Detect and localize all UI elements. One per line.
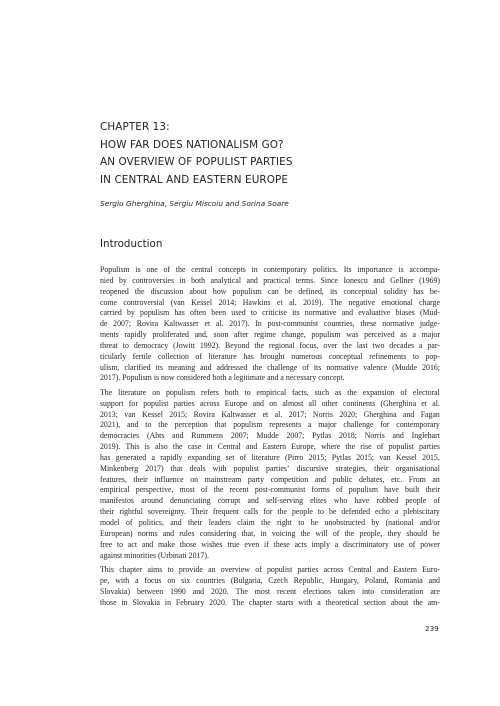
text-line: carried by populism has often been used to criticise its normative and evaluative biases (Mud-: [100, 308, 440, 318]
text-line: ticularly fertile collection of literature has brought numerous conceptual refinements to pop-: [100, 351, 440, 361]
text-line: 2019). This is also the case in Central and Eastern Europe, where the rise of populist parties: [100, 442, 440, 452]
text-line: This chapter aims to provide an overview of populist parties across Central and Eastern Euro-: [100, 564, 440, 574]
paragraph: [100, 388, 440, 562]
text-line: their rightful sovereignty. Their frequent calls for the people to be defended echo a plebiscitary: [100, 507, 440, 517]
text-line: Slovakia) between 1990 and 2020. The most recent elections taken into consideration are: [100, 586, 440, 596]
text-line: those in Slovakia in February 2020. The chapter starts with a theoretical section about the am-: [100, 597, 440, 607]
text-line: against minorities (Urbinati 2017).: [100, 550, 209, 560]
text-line: European) norms and rules considering that, in voicing the will of the people, they should be: [100, 528, 440, 538]
text-line: empirical perspective, most of the recent post-communist forms of populism have built their: [100, 485, 440, 495]
text-line: 2021), and to the perception that populism represents a major challenge for contemporary: [100, 420, 440, 430]
text-line: ments rapidly proliferated and, soon after regime change, populism was perceived as a major: [100, 330, 440, 340]
paragraph: [100, 265, 440, 384]
text-line: Populism is one of the central concepts in contemporary politics. Its importance is accompa-: [100, 265, 440, 274]
body-text: [100, 265, 440, 612]
text-line: model of politics, and their leaders claim the right to be unobstructed by (national and/or: [100, 518, 440, 527]
section-heading: Introduction: [100, 238, 163, 250]
text-line: manifestos around denunciating corrupt and self-serving elites who have robbed people of: [100, 496, 440, 506]
text-line: Minkenberg 2017) that deals with populist parties’ discursive strategies, their organisational: [100, 463, 440, 473]
text-line: pe, with a focus on six countries (Bulgaria, Czech Republic, Hungary, Poland, Romania and: [100, 575, 440, 585]
paragraph: [100, 565, 440, 608]
chapter-heading-line: IN CENTRAL AND EASTERN EUROPE: [100, 174, 289, 187]
text-line: ulism, clarified its meaning and addressed the challenge of its normative valence (Mudde 2016;: [100, 362, 440, 372]
text-line: de 2007; Rovira Kaltwasser et al. 2017). In post-communist countries, these normative judge-: [100, 319, 440, 329]
page-number: 239: [425, 624, 439, 633]
text-line: 2017). Populism is now considered both a legitimate and a necessary concept.: [100, 373, 345, 383]
chapter-heading-line: HOW FAR DOES NATIONALISM GO?: [100, 138, 284, 151]
chapter-authors: Sergiu Gherghina, Sergiu Miscoiu and Sorina Soare: [100, 199, 289, 208]
text-line: come controversial (van Kessel 2014; Hawkins et al. 2019). The negative emotional charge: [100, 297, 440, 307]
text-line: The literature on populism refers both to empirical facts, such as the expansion of electoral: [100, 387, 440, 397]
text-line: has generated a rapidly expanding set of literature (Pirro 2015; Pytlas 2015; van Kessel 2015,: [100, 452, 440, 462]
text-line: support for populist parties across Europe and on almost all other continents (Gherghina et al.: [100, 398, 440, 408]
text-line: nied by controversies in both analytical and practical terms. Since Ionescu and Gellner (1969): [100, 275, 440, 285]
chapter-heading-line: AN OVERVIEW OF POPULIST PARTIES: [100, 156, 293, 169]
text-line: democracies (Abts and Rummens 2007; Mudde 2007; Pytlas 2018; Norris and Inglehart: [100, 431, 440, 441]
text-line: features, their influence on mainstream party competition and public debates, etc. From an: [100, 474, 440, 484]
chapter-heading-line: CHAPTER 13:: [100, 121, 170, 133]
chapter-heading: [100, 119, 440, 190]
text-line: threat to democracy (Jowitt 1992). Beyond the regional focus, over the last two decades a par-: [100, 340, 440, 350]
text-line: free to act and make those wishes true even if these acts imply a discriminatory use of power: [100, 539, 440, 549]
text-line: 2013; van Kessel 2015; Rovira Kaltwasser et al. 2017; Norris 2020; Gherghina and Fagan: [100, 409, 440, 419]
text-line: reopened the discussion about how populism can be defined, its conceptual solidity has be-: [100, 286, 440, 296]
